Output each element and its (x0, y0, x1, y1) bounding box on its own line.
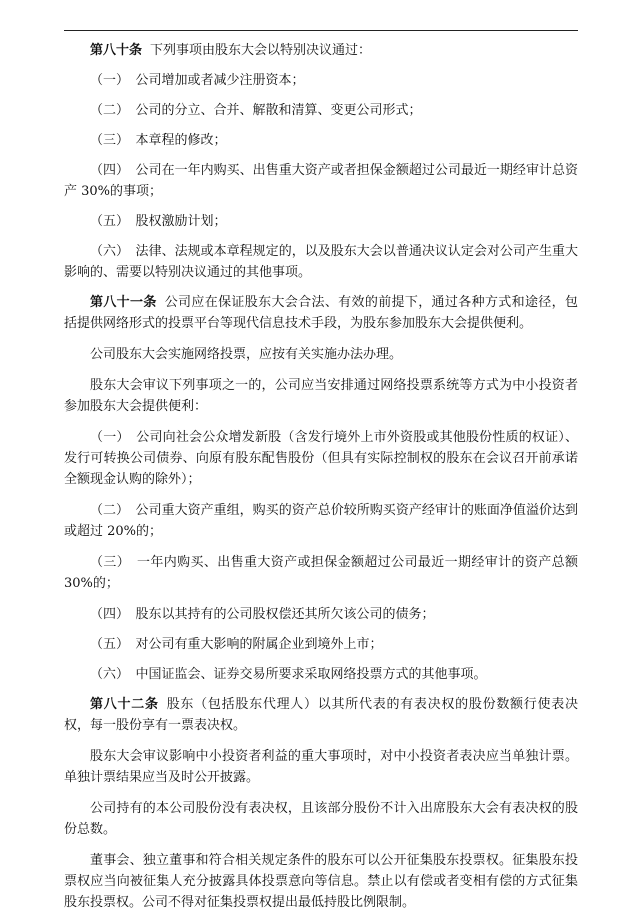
article-82-paragraph-4: 董事会、独立董事和符合相关规定条件的股东可以公开征集股东投票权。征集股东投票权应当向被征集人充分披露具体投票意向等信息。禁止以有偿或者变相有偿的方式征集股东投票权。公司不得对征集投票权提出最低持股比例限制。 (64, 853, 578, 910)
article-81-item-2: （二） 公司重大资产重组，购买的资产总价较所购买资产经审计的账面净值溢价达到或超过 20%的； (64, 503, 578, 539)
article-81-item-6: （六） 中国证监会、证券交易所要求采取网络投票方式的其他事项。 (90, 667, 487, 682)
article-81-paragraph-3: 股东大会审议下列事项之一的，公司应当安排通过网络投票系统等方式为中小投资者参加股东大会提供便利： (64, 378, 578, 414)
article-80-item-5: （五） 股权激励计划； (90, 214, 227, 229)
article-80-title: 第八十条 (90, 43, 143, 58)
article-82-paragraph-3: 公司持有的本公司股份没有表决权，且该部分股份不计入出席股东大会有表决权的股份总数。 (64, 801, 578, 837)
article-82-title: 第八十二条 (90, 697, 159, 712)
article-81-item-3: （三） 一年内购买、出售重大资产或担保金额超过公司最近一期经审计的资产总额 30%的； (64, 555, 578, 591)
article-81-item-4: （四） 股东以其持有的公司股权偿还其所欠该公司的债务； (90, 607, 435, 622)
article-80-item-1: （一） 公司增加或者减少注册资本； (90, 73, 305, 88)
article-80-item-4: （四） 公司在一年内购买、出售重大资产或者担保金额超过公司最近一期经审计总资产 30%的事项； (64, 163, 578, 199)
article-80-item-3: （三） 本章程的修改； (90, 133, 227, 148)
article-81-item-5: （五） 对公司有重大影响的附属企业到境外上市； (90, 637, 383, 652)
article-80-intro: 第八十条 下列事项由股东大会以特别决议通过： (90, 43, 372, 58)
article-80-item-6: （六） 法律、法规或本章程规定的，以及股东大会以普通决议认定会对公司产生重大影响的、需要以特别决议通过的其他事项。 (64, 244, 578, 280)
article-82-intro: 第八十二条 股东（包括股东代理人）以其所代表的有表决权的股份数额行使表决权，每一股份享有一票表决权。 (64, 697, 578, 733)
article-81-item-1: （一） 公司向社会公众增发新股（含发行境外上市外资股或其他股份性质的权证）、发行可转换公司债券、向原有股东配售股份（但具有实际控制权的股东在会议召开前承诺全额现金认购的除外）； (64, 430, 578, 487)
header-rule (64, 30, 578, 31)
article-81-intro: 第八十一条 公司应在保证股东大会合法、有效的前提下，通过各种方式和途径，包括提供网络形式的投票平台等现代信息技术手段，为股东参加股东大会提供便利。 (64, 295, 578, 331)
article-81-title: 第八十一条 (90, 295, 157, 310)
article-80-item-2: （二） 公司的分立、合并、解散和清算、变更公司形式； (90, 103, 422, 118)
article-81-paragraph-2: 公司股东大会实施网络投票，应按有关实施办法办理。 (90, 347, 403, 362)
article-82-paragraph-2: 股东大会审议影响中小投资者利益的重大事项时，对中小投资者表决应当单独计票。单独计票结果应当及时公开披露。 (64, 749, 578, 785)
document-page (64, 40, 578, 923)
